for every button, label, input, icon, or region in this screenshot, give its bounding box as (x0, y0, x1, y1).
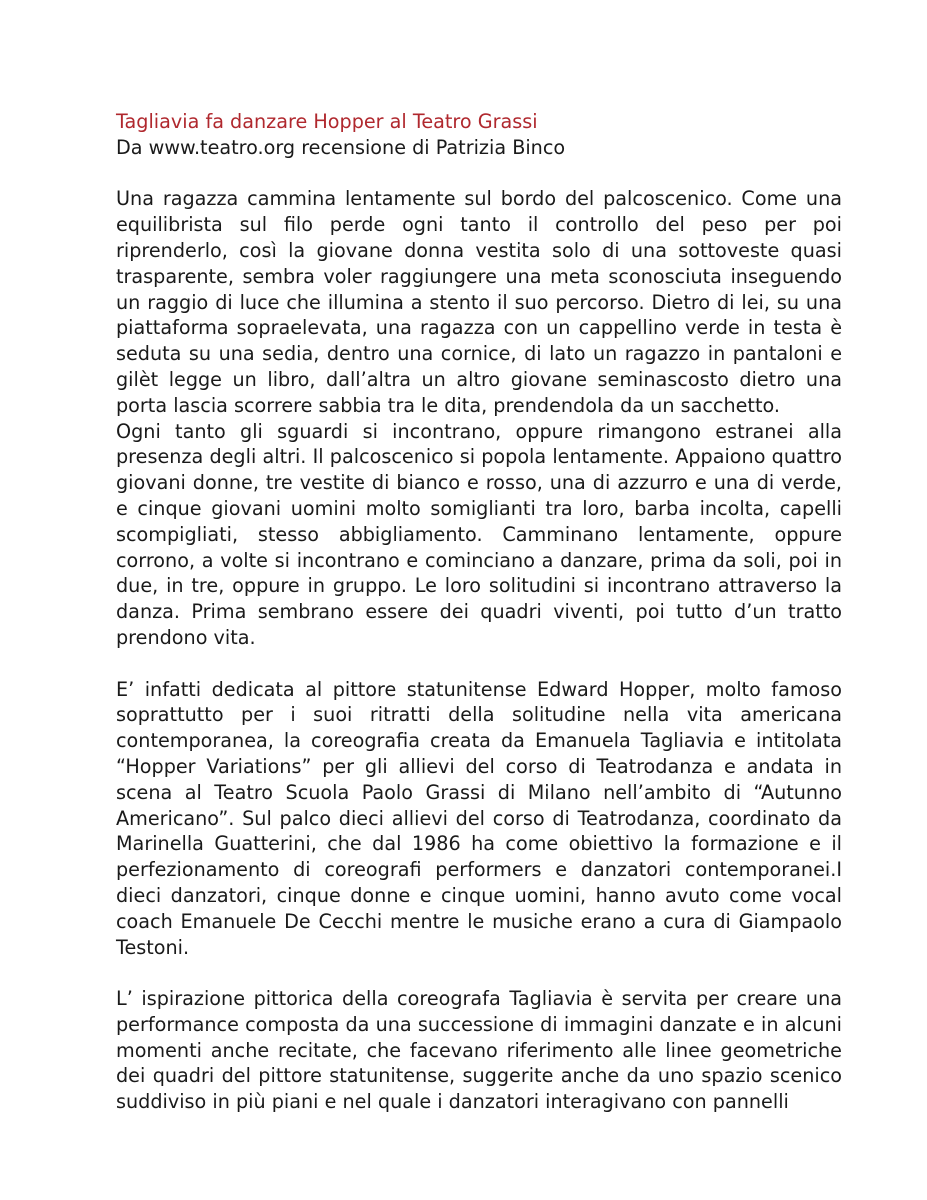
spacer (116, 651, 842, 677)
article-title: Tagliavia fa danzare Hopper al Teatro Grassi (116, 110, 538, 133)
spacer (116, 960, 842, 986)
paragraph-4: L’ ispirazione pittorica della coreografa Tagliavia è servita per creare una performance composta da una successione di immagini danzate e in alcuni momenti anche recitate, che facevano riferimento alle linee geometriche dei quadri del pittore statunitense, suggerite anche da uno spazio scenico suddiviso in più piani e nel quale i danzatori interagivano con pannelli (116, 987, 842, 1114)
paragraph-3: E’ infatti dedicata al pittore statunitense Edward Hopper, molto famoso soprattutto per i suoi ritratti della solitudine nella vita americana contemporanea, la coreografia creata da Emanuela Tagliavia e intitolata “Hopper Variations” per gli allievi del corso di Teatrodanza e andata in scena al Teatro Scuola Paolo Grassi di Milano nell’ambito di “Autunno Americano”. Sul palco dieci allievi del corso di Teatrodanza, coordinato da Marinella Guatterini, che dal 1986 ha come obiettivo la formazione e il perfezionamento di coreografi performers e danzatori contemporanei.I dieci danzatori, cinque donne e cinque uomini, hanno avuto come vocal coach Emanuele De Cecchi mentre le musiche erano a cura di Giampaolo Testoni. (116, 677, 842, 959)
article-source: Da www.teatro.org recensione di Patrizia Binco (116, 135, 566, 159)
paragraph-1: Una ragazza cammina lentamente sul bordo del palcoscenico. Come una equilibrista sul filo perde ogni tanto il controllo del peso per poi riprenderlo, così la giovane donna vestita solo di una sottoveste quasi trasparente, sembra voler raggiungere una meta sconosciuta inseguendo un raggio di luce che illumina a stento il suo percorso. Dietro di lei, su una piattaforma sopraelevata, una ragazza con un cappellino verde in testa è seduta su una sedia, dentro una cornice, di lato un ragazzo in pantaloni e gilèt legge un libro, dall’altra un altro giovane seminascosto dietro una porta lascia scorrere sabbia tra le dita, prendendola da un sacchetto. (116, 187, 842, 417)
article (116, 109, 842, 1115)
paragraph-2: Ogni tanto gli sguardi si incontrano, oppure rimangono estranei alla presenza degli altri. Il palcoscenico si popola lentamente. Appaiono quattro giovani donne, tre vestite di bianco e rosso, una di azzurro e una di verde, e cinque giovani uomini molto somiglianti tra loro, barba incolta, capelli scompigliati, stesso abbigliamento. Camminano lentamente, oppure corrono, a volte si incontrano e cominciano a danzare, prima da soli, poi in due, in tre, oppure in gruppo. Le loro solitudini si incontrano attraverso la danza. Prima sembrano essere dei quadri viventi, poi tutto d’un tratto prendono vita. (116, 419, 842, 649)
spacer (116, 161, 842, 187)
